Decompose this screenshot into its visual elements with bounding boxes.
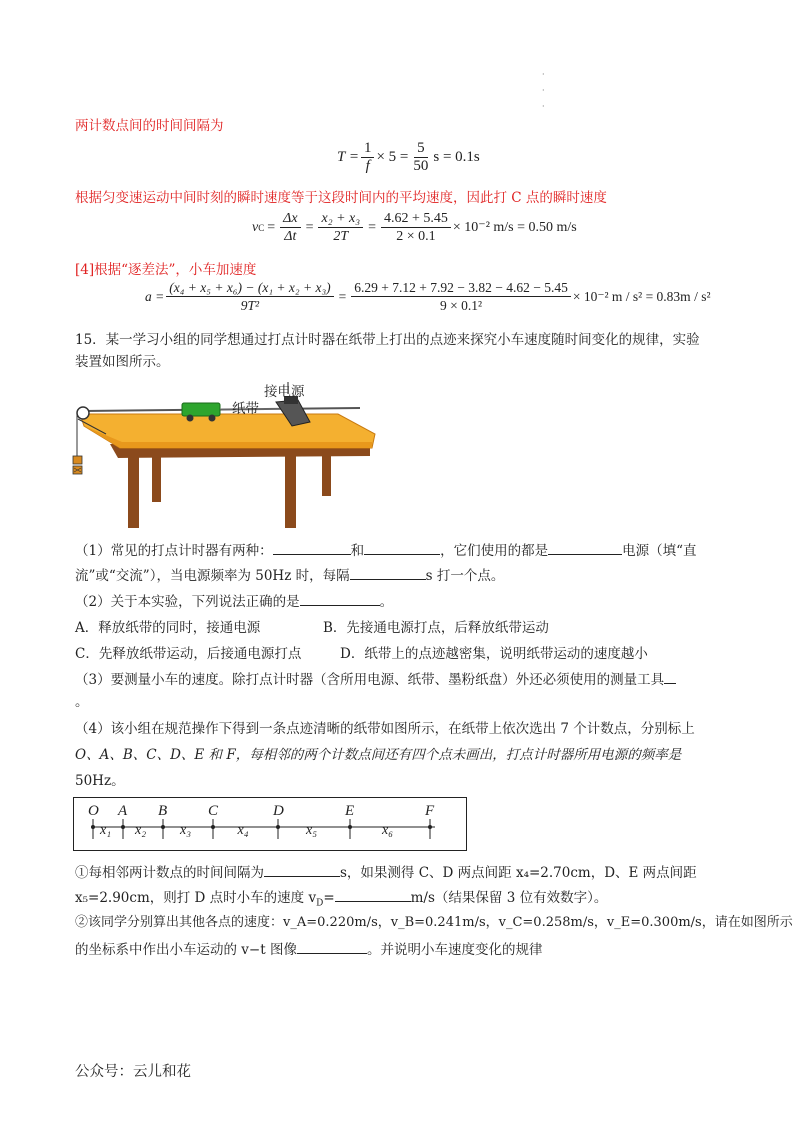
table-leg bbox=[152, 454, 161, 502]
answer-blank[interactable] bbox=[335, 887, 411, 902]
margin-dot: · bbox=[542, 86, 545, 95]
tape-point-label: D bbox=[273, 803, 284, 819]
table-leg bbox=[128, 454, 139, 528]
margin-dot: · bbox=[542, 70, 545, 79]
answer-blank[interactable] bbox=[300, 591, 380, 606]
footer-wechat: 公众号：云儿和花 bbox=[75, 1064, 191, 1080]
hanging-weight bbox=[73, 456, 82, 464]
eq-vc-den2: 2T bbox=[333, 229, 349, 244]
q1-line1: （1）常见的打点计时器有两种： 和 ，它们使用的都是 电源（填“直 bbox=[75, 540, 697, 561]
answer-blank[interactable] bbox=[664, 669, 676, 684]
accel-text: [4]根据“逐差法”，小车加速度 bbox=[75, 262, 257, 278]
answer-blank[interactable] bbox=[264, 862, 340, 877]
apparatus-figure bbox=[70, 376, 390, 528]
tape-segment-label: x₆ bbox=[382, 823, 394, 838]
tape-point-label: E bbox=[345, 803, 355, 819]
qa-line1: ①每相邻两计数点的时间间隔为 s，如果测得 C、D 两点间距 x₄=2.70cm，D、E 两点间距 bbox=[75, 862, 697, 883]
answer-blank[interactable] bbox=[364, 540, 440, 555]
option-b: B．先接通电源打点，后释放纸带运动 bbox=[323, 620, 549, 636]
eq-T-den1: f bbox=[365, 158, 370, 174]
answer-blank[interactable] bbox=[297, 939, 367, 954]
label-power: 接电源 bbox=[264, 384, 305, 400]
table-leg bbox=[322, 454, 331, 496]
cart bbox=[182, 403, 220, 416]
qa-line2: x₅=2.90cm，则打 D 点时小车的速度 $v_D= m/s$（结果保留 3 位有效数字）。 bbox=[75, 887, 607, 914]
option-d: D．纸带上的点迹越密集，说明纸带运动的速度越小 bbox=[340, 646, 648, 662]
tape-point-label: C bbox=[208, 803, 219, 819]
tape-point-label: B bbox=[158, 803, 168, 819]
eq-vc-sub: C bbox=[258, 222, 265, 233]
pulley bbox=[77, 407, 89, 419]
eq-a-rhs: × 10⁻² m / s² = 0.83m / s² bbox=[572, 288, 711, 304]
eq-vc-den3: 2 × 0.1 bbox=[396, 229, 436, 244]
cart-wheel bbox=[209, 415, 216, 422]
tape-segment-label: x₃ bbox=[180, 823, 192, 838]
q4-line1: （4）该小组在规范操作下得到一条点迹清晰的纸带如图所示，在纸带上依次选出 7 个计数点，分别标上 bbox=[75, 721, 695, 737]
eq-vc-eq1: = bbox=[267, 219, 276, 235]
q4-line3: 50Hz。 bbox=[75, 773, 125, 789]
eq-T-den2: 50 bbox=[413, 158, 429, 174]
eq-a-den2: 9 × 0.1² bbox=[440, 298, 483, 313]
eq-T-lhs: T = bbox=[337, 149, 359, 165]
option-a: A．释放纸带的同时，接通电源 bbox=[75, 620, 261, 636]
eq-T-mid: × 5 = bbox=[376, 149, 409, 165]
eq-a-num1: (x₄ + x₅ + x₆) − (x₁ + x₂ + x₃) bbox=[166, 279, 333, 297]
tape-segment-label: x₂ bbox=[135, 823, 147, 838]
eq-vc-rhs: × 10⁻² m/s = 0.50 m/s bbox=[452, 220, 577, 235]
answer-blank[interactable] bbox=[548, 540, 622, 555]
eq-vc-num3: 4.62 + 5.45 bbox=[381, 210, 451, 228]
answer-blank[interactable] bbox=[350, 565, 426, 580]
eq-vc-eq2: = bbox=[305, 219, 314, 235]
eq-vc-den1: Δt bbox=[284, 229, 297, 244]
eq-a-den1: 9T² bbox=[240, 298, 260, 313]
equation-T bbox=[337, 140, 480, 175]
table-leg bbox=[285, 454, 296, 528]
tape-labels bbox=[73, 797, 467, 851]
tape-segment-label: x₄ bbox=[237, 823, 249, 838]
tape-point-label: A bbox=[118, 803, 128, 819]
tape-point-label: O bbox=[88, 803, 99, 819]
margin-dot: · bbox=[542, 102, 545, 111]
q2-stem: （2）关于本实验，下列说法正确的是 。 bbox=[75, 591, 393, 612]
eq-a-lhs: a = bbox=[145, 288, 165, 304]
answer-blank[interactable] bbox=[273, 540, 351, 555]
cart-wheel bbox=[187, 415, 194, 422]
eq-T-rhs: s = 0.1s bbox=[433, 149, 480, 165]
eq-vc-lhs: v bbox=[252, 219, 259, 235]
option-c: C．先释放纸带运动，后接通电源打点 bbox=[75, 646, 302, 662]
tape-segment-label: x₅ bbox=[306, 823, 318, 838]
equation-a: a = $\frac{\text{(x₄ + x₅ + x₆) − (x₁ + x₂ + x₃)}}{\text{9T²}}$ = $\frac{6.29 + 7.12 + 7.92 - 3.82 - 4.62 - 5.45}{\text{9 × 0.1²}}$ × 10⁻² m / s² = 0.83m / s² bbox=[145, 280, 711, 313]
qb-line1: ②该同学分别算出其他各点的速度：v_A=0.220m/s，v_B=0.241m/s，v_C=0.258m/s，v_E=0.300m/s，请在如图所示 bbox=[75, 915, 793, 930]
q3-line: （3）要测量小车的速度。除打点计时器（含所用电源、纸带、墨粉纸盘）外还必须使用的测量工具 bbox=[75, 669, 676, 690]
eq-vc-eq3: = bbox=[368, 219, 376, 235]
eq-vc-num2: x₂ + x₃ bbox=[318, 210, 363, 228]
tape-point-label: F bbox=[425, 803, 435, 819]
eq-T-num1: 1 bbox=[361, 140, 375, 158]
equation-vc bbox=[252, 210, 577, 245]
interval-text: 两计数点间的时间间隔为 bbox=[75, 118, 224, 134]
eq-vc-num1: Δx bbox=[280, 210, 300, 228]
eq-T-num2: 5 bbox=[414, 140, 428, 158]
vc-text: 根据匀变速运动中间时刻的瞬时速度等于这段时间内的平均速度，因此打 C 点的瞬时速度 bbox=[75, 190, 607, 206]
q1-line2: 流”或“交流”），当电源频率为 50Hz 时，每隔 s 打一个点。 bbox=[75, 565, 504, 586]
q3-end: 。 bbox=[75, 694, 89, 710]
qb-line2: 的坐标系中作出小车运动的 v−t 图像 。并说明小车速度变化的规律 bbox=[75, 939, 542, 960]
q15-stem-line1: 15．某一学习小组的同学想通过打点计时器在纸带上打出的点迹来探究小车速度随时间变化的规律，实验 bbox=[75, 332, 700, 348]
eq-a-num2: 6.29 + 7.12 + 7.92 − 3.82 − 4.62 − 5.45 bbox=[351, 279, 571, 297]
label-tape: 纸带 bbox=[232, 401, 259, 417]
tape-segment-label: x₁ bbox=[100, 823, 112, 838]
q15-stem-line2: 装置如图所示。 bbox=[75, 354, 170, 370]
q4-line2: O、A、B、C、D、E 和 F，每相邻的两个计数点间还有四个点未画出，打点计时器所用电源的频率是 bbox=[75, 747, 682, 763]
